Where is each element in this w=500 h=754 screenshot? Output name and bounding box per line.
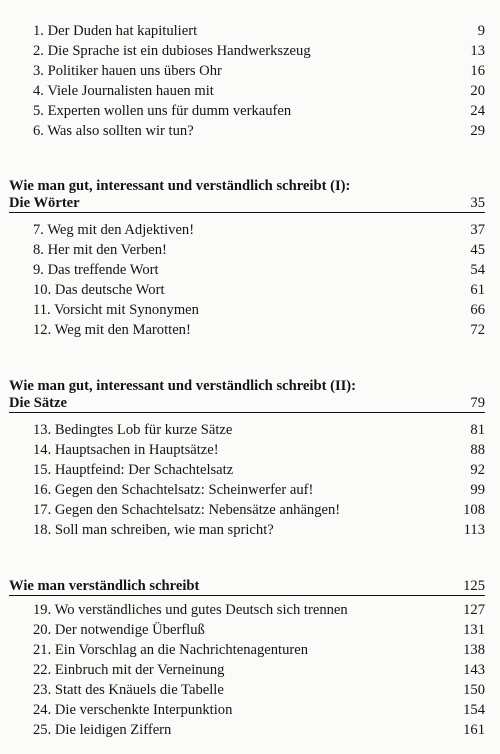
entry-page: 24 xyxy=(470,103,485,119)
entry-title: 25. Die leidigen Ziffern xyxy=(33,722,172,738)
section-title: Die Sätze xyxy=(9,395,67,411)
entry-title: 23. Statt des Knäuels die Tabelle xyxy=(33,682,224,698)
entry-page: 9 xyxy=(477,23,485,39)
entry-title: 6. Was also sollten wir tun? xyxy=(33,123,194,139)
entry-title: 4. Viele Journalisten hauen mit xyxy=(33,83,214,99)
entry-page: 127 xyxy=(463,602,485,618)
entry-title: 24. Die verschenkte Interpunktion xyxy=(33,702,233,718)
section-title: Wie man verständlich schreibt xyxy=(9,578,200,594)
entry-page: 150 xyxy=(463,682,485,698)
toc-entry[interactable] xyxy=(33,61,485,81)
toc-entry[interactable] xyxy=(33,480,485,500)
entry-title: 10. Das deutsche Wort xyxy=(33,282,165,298)
section-divider xyxy=(9,212,485,213)
toc-entry[interactable] xyxy=(33,440,485,460)
toc-entry[interactable] xyxy=(33,300,485,320)
entry-page: 54 xyxy=(470,262,485,278)
toc-entry[interactable] xyxy=(33,220,485,240)
entry-page: 45 xyxy=(470,242,485,258)
section-page: 35 xyxy=(470,195,485,211)
section-heading[interactable] xyxy=(9,576,485,596)
toc-entry[interactable] xyxy=(33,320,485,340)
entry-title: 15. Hauptfeind: Der Schachtelsatz xyxy=(33,462,234,478)
section-heading: Wie man gut, interessant und verständlich schreibt (I): xyxy=(9,178,351,194)
toc-entry[interactable] xyxy=(33,680,485,700)
entry-title: 1. Der Duden hat kapituliert xyxy=(33,23,198,39)
entry-page: 29 xyxy=(470,123,485,139)
entry-title: 7. Weg mit den Adjektiven! xyxy=(33,222,195,238)
section-heading[interactable] xyxy=(9,193,485,213)
entry-page: 20 xyxy=(470,83,485,99)
toc-entry[interactable] xyxy=(33,21,485,41)
entry-page: 81 xyxy=(470,422,485,438)
entry-page: 154 xyxy=(463,702,485,718)
entry-page: 16 xyxy=(470,63,485,79)
entry-title: 14. Hauptsachen in Hauptsätze! xyxy=(33,442,219,458)
entry-page: 92 xyxy=(470,462,485,478)
entry-title: 11. Vorsicht mit Synonymen xyxy=(33,302,199,318)
entry-title: 17. Gegen den Schachtelsatz: Nebensätze anhängen! xyxy=(33,502,341,518)
toc-entry[interactable] xyxy=(33,660,485,680)
toc-entry[interactable] xyxy=(33,280,485,300)
entry-title: 13. Bedingtes Lob für kurze Sätze xyxy=(33,422,233,438)
entry-page: 72 xyxy=(470,322,485,338)
entry-page: 66 xyxy=(470,302,485,318)
entry-title: 22. Einbruch mit der Verneinung xyxy=(33,662,225,678)
toc-entry[interactable] xyxy=(33,121,485,141)
entry-title: 19. Wo verständliches und gutes Deutsch sich trennen xyxy=(33,602,348,618)
entry-page: 13 xyxy=(470,43,485,59)
section-title: Die Wörter xyxy=(9,195,80,211)
toc-entry[interactable] xyxy=(33,420,485,440)
toc-entry[interactable] xyxy=(33,460,485,480)
toc-entry[interactable] xyxy=(33,640,485,660)
toc-entry[interactable] xyxy=(33,101,485,121)
section-page: 125 xyxy=(463,578,485,594)
entry-title: 18. Soll man schreiben, wie man spricht? xyxy=(33,522,274,538)
entry-page: 108 xyxy=(463,502,485,518)
toc-entry[interactable] xyxy=(33,81,485,101)
entry-page: 113 xyxy=(463,522,485,538)
entry-title: 21. Ein Vorschlag an die Nachrichtenagenturen xyxy=(33,642,309,658)
entry-title: 8. Her mit den Verben! xyxy=(33,242,167,258)
toc-entry[interactable] xyxy=(33,620,485,640)
entry-page: 37 xyxy=(470,222,485,238)
section-divider xyxy=(9,412,485,413)
entry-title: 20. Der notwendige Überfluß xyxy=(33,622,205,638)
toc-entry[interactable] xyxy=(33,41,485,61)
section-page: 79 xyxy=(470,395,485,411)
entry-page: 88 xyxy=(470,442,485,458)
entry-page: 138 xyxy=(463,642,485,658)
toc-entry[interactable] xyxy=(33,240,485,260)
entry-title: 5. Experten wollen uns für dumm verkaufen xyxy=(33,103,292,119)
entry-page: 99 xyxy=(470,482,485,498)
entry-title: 16. Gegen den Schachtelsatz: Scheinwerfer auf! xyxy=(33,482,314,498)
toc-entry[interactable] xyxy=(33,500,485,520)
entry-page: 61 xyxy=(470,282,485,298)
toc-entry[interactable] xyxy=(33,260,485,280)
entry-title: 12. Weg mit den Marotten! xyxy=(33,322,191,338)
entry-title: 3. Politiker hauen uns übers Ohr xyxy=(33,63,222,79)
section-heading: Wie man gut, interessant und verständlich schreibt (II): xyxy=(9,378,357,394)
entry-title: 2. Die Sprache ist ein dubioses Handwerkszeug xyxy=(33,43,311,59)
toc-entry[interactable] xyxy=(33,600,485,620)
toc-entry[interactable] xyxy=(33,700,485,720)
entry-page: 131 xyxy=(463,622,485,638)
entry-page: 143 xyxy=(463,662,485,678)
entry-title: 9. Das treffende Wort xyxy=(33,262,159,278)
section-heading[interactable] xyxy=(9,393,485,413)
toc-entry[interactable] xyxy=(33,720,485,740)
entry-page: 161 xyxy=(463,722,485,738)
toc-entry[interactable] xyxy=(33,520,485,540)
section-divider xyxy=(9,595,485,596)
